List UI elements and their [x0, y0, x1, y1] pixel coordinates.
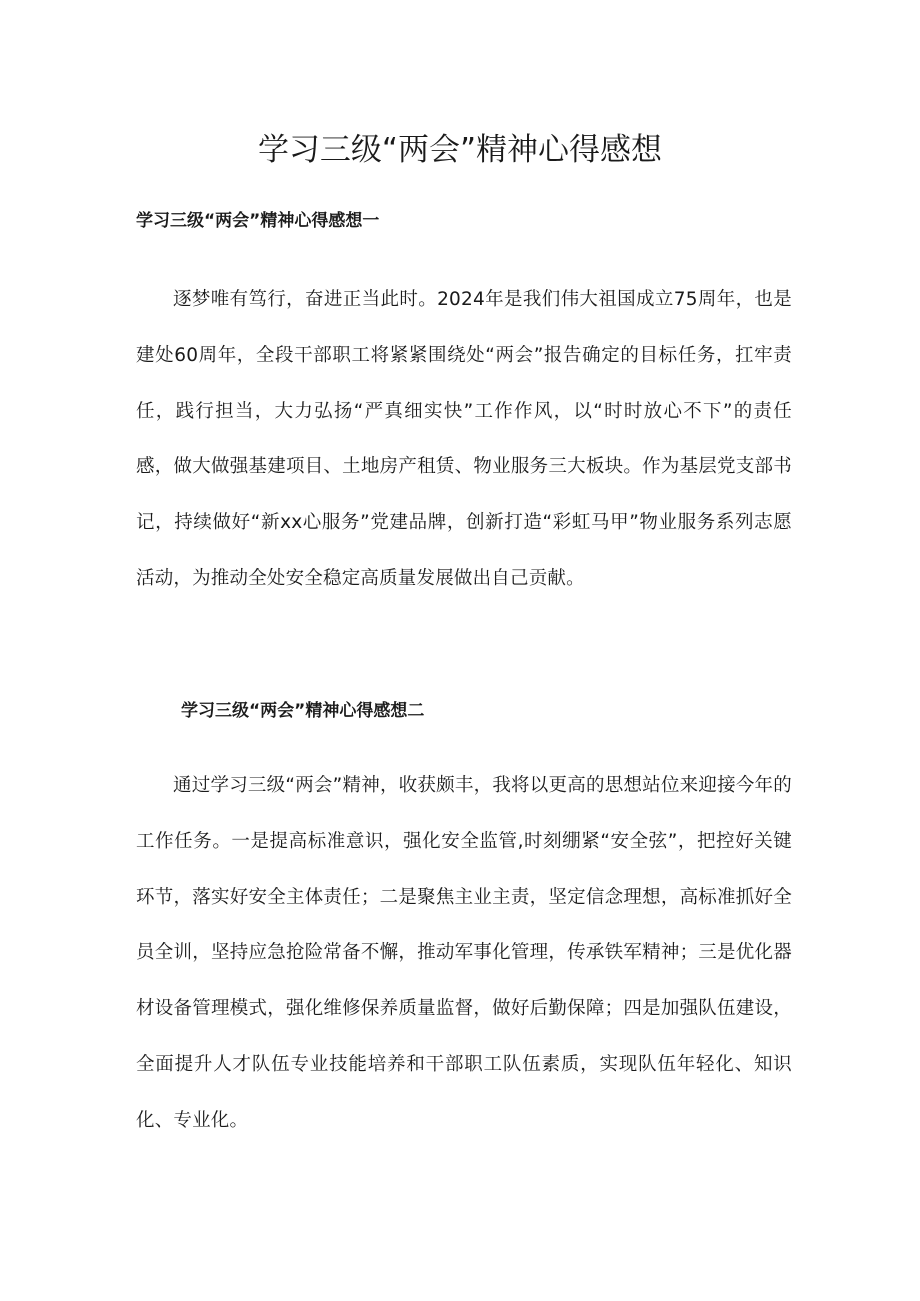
section-heading-2: 学习三级“两会”精神心得感想二: [181, 701, 425, 721]
document-title: 学习三级“两会”精神心得感想: [257, 132, 663, 168]
section-paragraph-2: 通过学习三级“两会”精神，收获颇丰，我将以更高的思想站位来迎接今年的工作任务。一是提高标准意识，强化安全监管,时刻绷紧“安全弦”，把控好关键环节，落实好安全主体责任；二是聚焦主业主责，坚定信念理想，高标准抓好全员全训，坚持应急抢险常备不懈，推动军事化管理，传承铁军精神；三是优化器材设备管理模式，强化维修保养质量监督，做好后勤保障；四是加强队伍建设，全面提升人才队伍专业技能培养和干部职工队伍素质，实现队伍年轻化、知识化、专业化。: [136, 775, 792, 1131]
section-heading-1: 学习三级“两会”精神心得感想一: [136, 211, 380, 231]
section-paragraph-1: 逐梦唯有笃行，奋进正当此时。2024年是我们伟大祖国成立75周年，也是建处60周年，全段干部职工将紧紧围绕处“两会”报告确定的目标任务，扛牢责任，践行担当，大力弘扬“严真细实快”工作作风，以“时时放心不下”的责任感，做大做强基建项目、土地房产租赁、物业服务三大板块。作为基层党支部书记，持续做好“新xx心服务”党建品牌，创新打造“彩虹马甲”物业服务系列志愿活动，为推动全处安全稳定高质量发展做出自己贡献。: [136, 289, 792, 589]
